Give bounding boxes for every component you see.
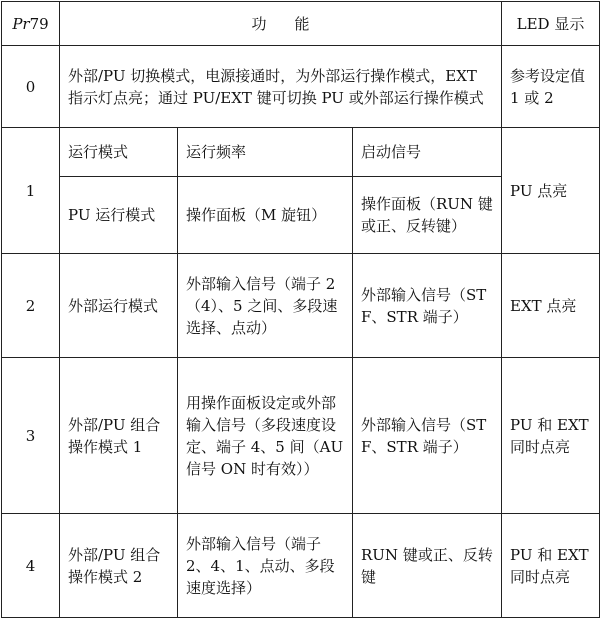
table-row-0 <box>2 46 600 128</box>
row1-frequency: 操作面板（M 旋钮） <box>178 177 353 254</box>
header-row <box>2 2 600 46</box>
row4-value: 4 <box>2 514 60 618</box>
row4-led: PU 和 EXT 同时点亮 <box>502 514 600 618</box>
row0-value: 0 <box>2 46 60 128</box>
row2-start-signal: 外部输入信号（STF、STR 端子） <box>353 254 502 358</box>
subheader-start-signal: 启动信号 <box>353 128 502 177</box>
table-row-1-subheader <box>2 128 600 177</box>
row3-mode: 外部/PU 组合操作模式 1 <box>60 358 178 514</box>
row3-led: PU 和 EXT 同时点亮 <box>502 358 600 514</box>
row1-start-signal: 操作面板（RUN 键或正、反转键） <box>353 177 502 254</box>
row4-start-signal: RUN 键或正、反转键 <box>353 514 502 618</box>
row3-value: 3 <box>2 358 60 514</box>
table-row-4 <box>2 514 600 618</box>
row3-start-signal: 外部输入信号（STF、STR 端子） <box>353 358 502 514</box>
header-param-cell <box>2 2 60 46</box>
table-row-3 <box>2 358 600 514</box>
param-prefix: Pr <box>12 14 30 33</box>
pr79-mode-table <box>1 1 600 618</box>
subheader-mode: 运行模式 <box>60 128 178 177</box>
row4-mode: 外部/PU 组合操作模式 2 <box>60 514 178 618</box>
row2-mode: 外部运行模式 <box>60 254 178 358</box>
header-function-cell: 功能 <box>60 2 502 46</box>
row1-led: PU 点亮 <box>502 128 600 254</box>
row1-value: 1 <box>2 128 60 254</box>
subheader-frequency: 运行频率 <box>178 128 353 177</box>
row0-led: 参考设定值 1 或 2 <box>502 46 600 128</box>
row0-function-text: 外部/PU 切换模式，电源接通时，为外部运行操作模式，EXT 指示灯点亮；通过 PU/EXT 键可切换 PU 或外部运行操作模式 <box>60 46 502 128</box>
header-led-cell: LED 显示 <box>502 2 600 46</box>
row2-frequency: 外部输入信号（端子 2（4）、5 之间、多段速选择、点动） <box>178 254 353 358</box>
row4-frequency: 外部输入信号（端子 2、4、1、点动、多段速度选择） <box>178 514 353 618</box>
table-row-2 <box>2 254 600 358</box>
row1-mode: PU 运行模式 <box>60 177 178 254</box>
param-number: 79 <box>29 14 49 33</box>
row3-frequency: 用操作面板设定或外部输入信号（多段速度设定、端子 4、5 间（AU 信号 ON 时有效）） <box>178 358 353 514</box>
row2-led: EXT 点亮 <box>502 254 600 358</box>
row2-value: 2 <box>2 254 60 358</box>
